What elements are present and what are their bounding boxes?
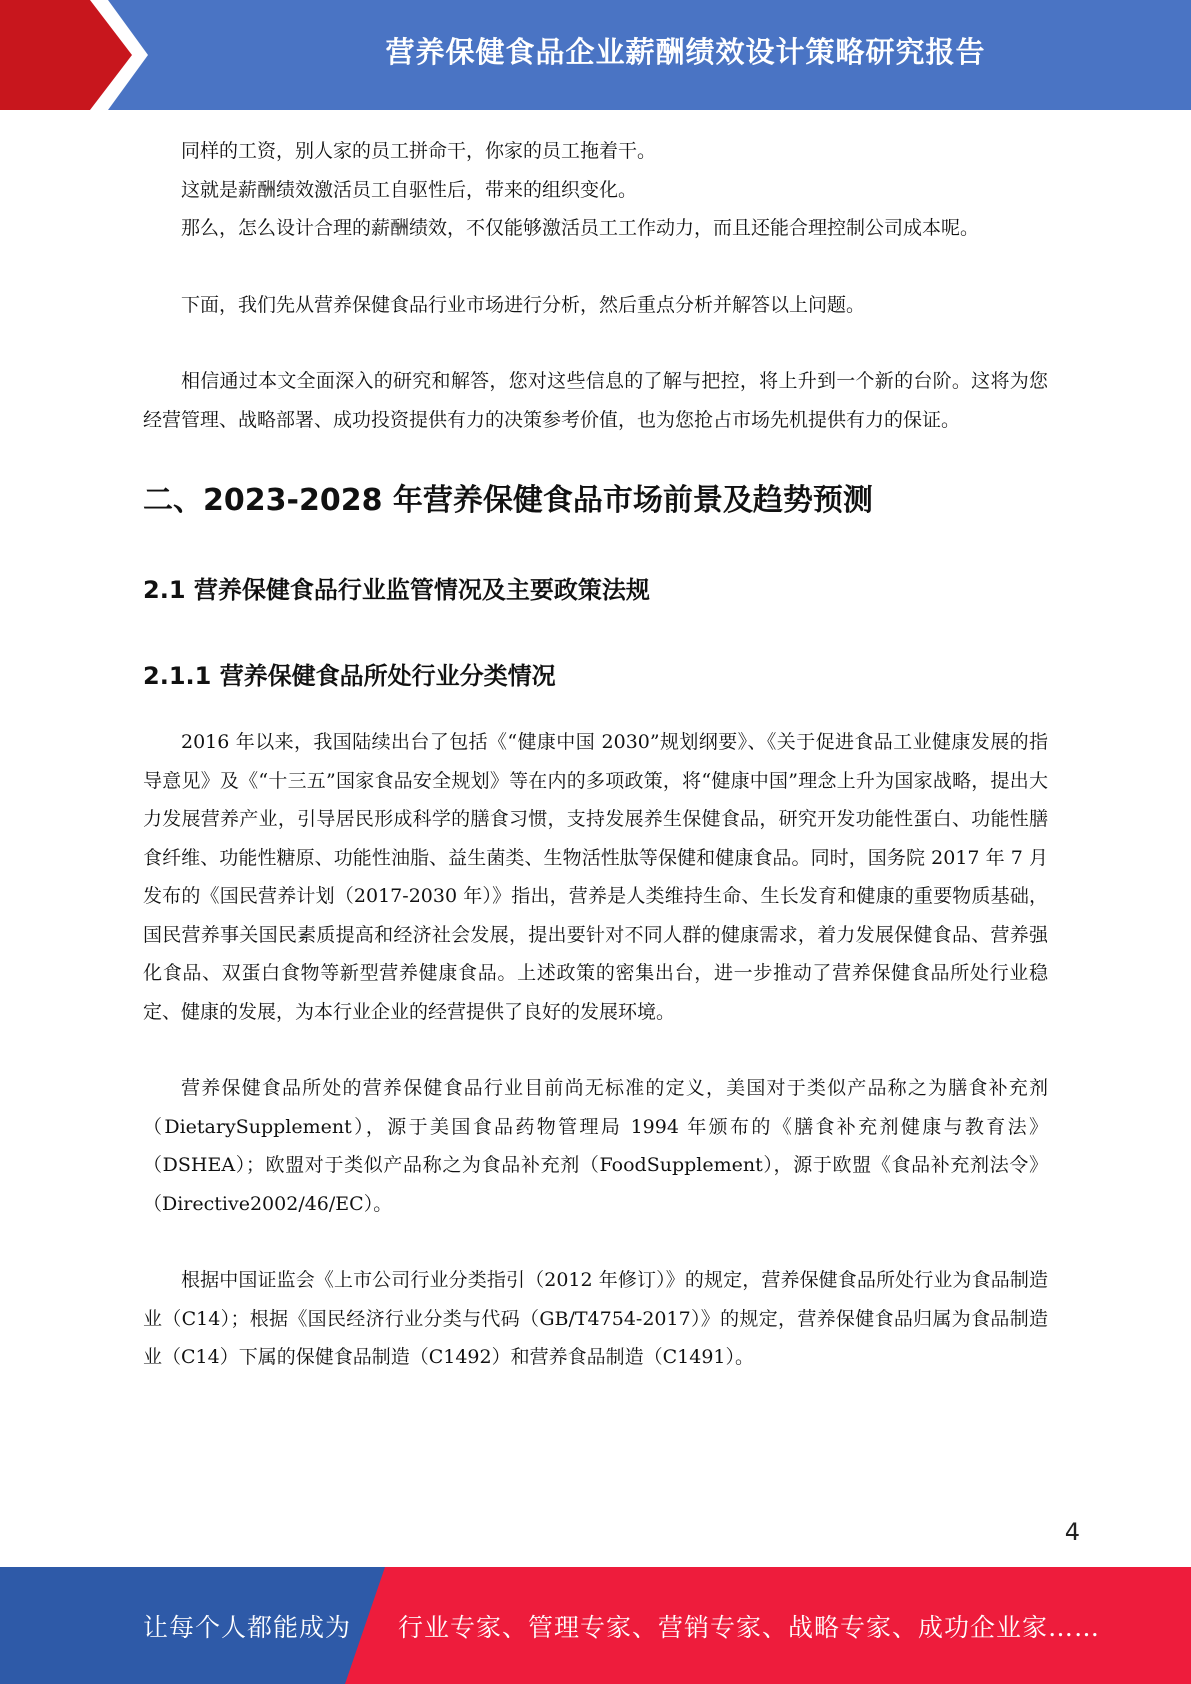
intro-paragraph: 这就是薪酬绩效激活员工自驱性后，带来的组织变化。 [181, 178, 638, 201]
intro-paragraph: 同样的工资，别人家的员工拼命干，你家的员工拖着干。 [181, 140, 657, 162]
footer-slogan-left: 让每个人都能成为 [143, 1612, 352, 1642]
body-paragraph: 营养保健食品所处的营养保健食品行业目前尚无标准的定义，美国对于类似产品称之为膳食补充剂（DietarySupplement），源于美国食品药物管理局 1994 年颁布的《膳食补充剂健康与教育法》（DSHEA）；欧盟对于类似产品称之为食品补充剂（FoodSupplement），源于欧盟《食品补充剂法令》（Directive2002/46/EC）。 [143, 1077, 1048, 1215]
subsubsection-heading: 2.1.1 营养保健食品所处行业分类情况 [143, 662, 556, 690]
intro-paragraph: 相信通过本文全面深入的研究和解答，您对这些信息的了解与把控，将上升到一个新的台阶。这将为您经营管理、战略部署、成功投资提供有力的决策参考价值，也为您抢占市场先机提供有力的保证。 [143, 370, 1048, 431]
intro-paragraph: 下面，我们先从营养保健食品行业市场进行分析，然后重点分析并解答以上问题。 [181, 293, 866, 316]
body-paragraph: 2016 年以来，我国陆续出台了包括《“健康中国 2030”规划纲要》、《关于促进食品工业健康发展的指导意见》及《“十三五”国家食品安全规划》等在内的多项政策，将“健康中国”理念上升为国家战略，提出大力发展营养产业，引导居民形成科学的膳食习惯，支持发展养生保健食品，研究开发功能性蛋白、功能性膳食纤维、功能性糖原、功能性油脂、益生菌类、生物活性肽等保健和健康食品。同时，国务院 2017 年 7 月发布的《国民营养计划（2017-2030 年）》指出，营养是人类维持生命、生长发育和健康的重要物质基础，国民营养事关国民素质提高和经济社会发展，提出要针对不同人群的健康需求，着力发展保健食品、营养强化食品、双蛋白食物等新型营养健康食品。上述政策的密集出台，进一步推动了营养保健食品所处行业稳定、健康的发展，为本行业企业的经营提供了良好的发展环境。 [143, 731, 1048, 1023]
subsection-heading: 2.1 营养保健食品行业监管情况及主要政策法规 [143, 576, 650, 604]
page-number: 4 [1064, 1518, 1080, 1546]
header-title: 营养保健食品企业薪酬绩效设计策略研究报告 [385, 34, 986, 69]
page-footer [0, 1567, 1191, 1684]
body-paragraph: 根据中国证监会《上市公司行业分类指引（2012 年修订）》的规定，营养保健食品所处行业为食品制造业（C14）；根据《国民经济行业分类与代码（GB/T4754-2017）》的规定，营养保健食品归属为食品制造业（C14）下属的保健食品制造（C1492）和营养食品制造（C1491）。 [143, 1269, 1048, 1368]
footer-slogan-right: 行业专家、管理专家、营销专家、战略专家、成功企业家…… [398, 1612, 1101, 1642]
document-body [143, 132, 1048, 1377]
section-heading: 二、2023-2028 年营养保健食品市场前景及趋势预测 [143, 483, 873, 518]
intro-paragraph: 那么，怎么设计合理的薪酬绩效，不仅能够激活员工工作动力，而且还能合理控制公司成本呢。 [181, 217, 980, 239]
page-header [0, 0, 1191, 110]
